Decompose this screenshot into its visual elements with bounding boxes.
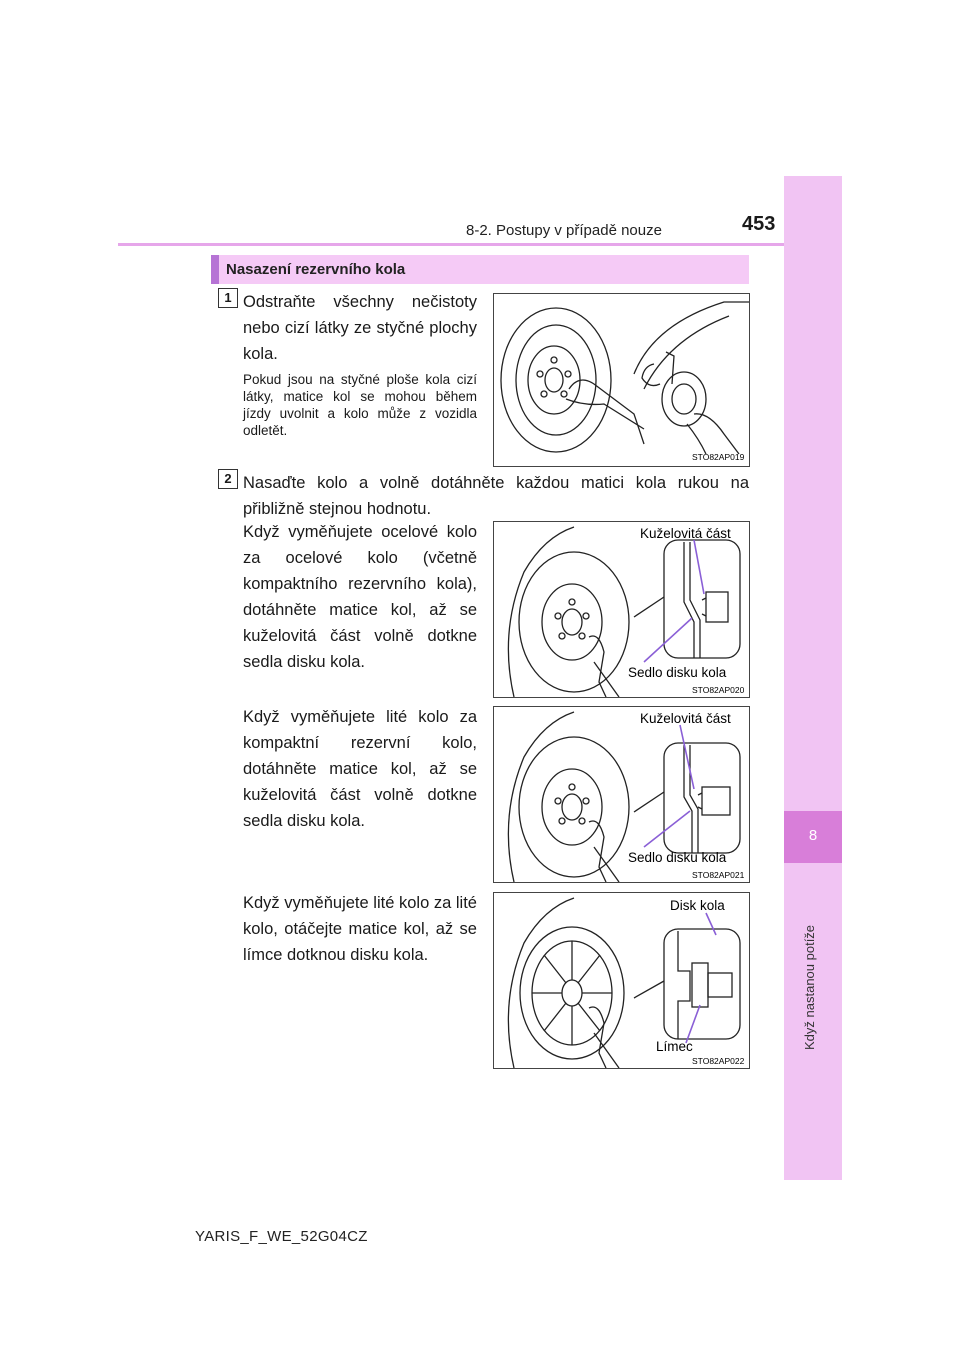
chapter-title: Když nastanou potíže — [802, 924, 817, 1050]
figure-clean-wheel-illustration — [494, 294, 749, 466]
section-title: Nasazení rezervního kola — [226, 261, 406, 278]
figure-code: STO82AP022 — [692, 1056, 745, 1066]
step-1-text: Odstraňte všechny nečistoty nebo cizí látky ze styčné plochy kola. — [243, 293, 477, 363]
page-number: 453 — [742, 213, 776, 235]
step-number-2: 2 — [218, 469, 238, 489]
step-2-text: Nasaďte kolo a volně dotáhněte každou matici kola rukou na přibližně stejnou hodnotu. — [243, 474, 749, 518]
callout-cone: Kuželovitá část — [640, 711, 731, 726]
figure-compact-spare-wheel — [493, 706, 750, 883]
case-steel-to-steel-text: Když vyměňujete ocelové kolo za ocelové kolo (včetně kompaktního rezervního kola), dotáhněte matice kol, až se kuželovitá část volně dotkne sedla disku kola. — [243, 523, 477, 671]
case-alloy-to-compact-text: Když vyměňujete lité kolo za kompaktní rezervní kolo, dotáhněte matice kol, až se kuželovitá část volně dotkne sedla disku kola. — [243, 708, 477, 830]
callout-wheel-disc: Disk kola — [670, 898, 725, 913]
figure-code: STO82AP020 — [692, 685, 745, 695]
callout-wheel-seat: Sedlo disku kola — [628, 665, 727, 680]
document-code-footer: YARIS_F_WE_52G04CZ — [195, 1228, 368, 1245]
figure-steel-wheel — [493, 521, 750, 698]
figure-clean-wheel-surface — [493, 293, 750, 467]
header-section-title: 8-2. Postupy v případě nouze — [466, 222, 662, 239]
step-1-note: Pokud jsou na styčné ploše kola cizí látky, matice kol se mohou během jízdy uvolnit a kolo může z vozidla odletět. — [243, 372, 477, 438]
figure-alloy-wheel — [493, 892, 750, 1069]
figure-code: STO82AP019 — [692, 452, 745, 462]
step-number-1: 1 — [218, 288, 238, 308]
header-divider — [118, 243, 784, 246]
callout-collar: Límec — [656, 1039, 693, 1054]
callout-wheel-seat: Sedlo disku kola — [628, 850, 727, 865]
chapter-number: 8 — [808, 827, 818, 844]
callout-cone: Kuželovitá část — [640, 526, 731, 541]
figure-code: STO82AP021 — [692, 870, 745, 880]
case-alloy-to-alloy-text: Když vyměňujete lité kolo za lité kolo, otáčejte matice kol, až se límce dotknou disku kola. — [243, 894, 477, 964]
